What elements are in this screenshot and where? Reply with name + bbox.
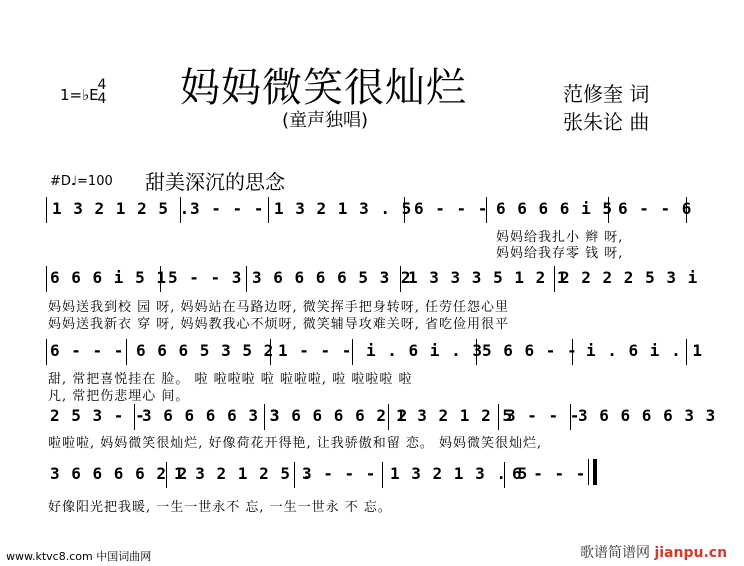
measure: 6 - - -	[414, 199, 489, 218]
watermark-logo	[580, 542, 727, 562]
measure: 1 - - -	[278, 341, 353, 360]
measure: 6 - - -	[50, 341, 125, 360]
score-line-2	[46, 266, 699, 288]
measure: 6 6 6 5 3 5 2	[136, 341, 275, 360]
measure: 3 - - -	[506, 406, 581, 425]
time-sig-top: 4	[97, 77, 107, 93]
score-line-3	[46, 339, 703, 361]
song-title: 妈妈微笑很灿烂	[180, 65, 467, 111]
composer-credit: 张朱论 曲	[563, 110, 650, 134]
measure: 6 - - 6	[618, 199, 693, 218]
measure: 2 5 3 - -	[50, 406, 146, 425]
measure: 3 6 6 6 6 5 3 2	[252, 268, 412, 287]
watermark-url: jianpu.cn	[654, 545, 728, 561]
measure: 3 6 6 6 6 2 2	[270, 406, 409, 425]
mood-marking: 甜美深沉的思念	[145, 170, 285, 194]
measure: i . 6 i . 3	[366, 341, 483, 360]
measure: 3 6 6 6 6 3 3	[142, 406, 281, 425]
measure: 1 3 2 1 2 5 .	[174, 464, 313, 483]
measure: 5 - - 3	[168, 268, 243, 287]
measure: 3 6 6 6 6 2 2	[50, 464, 189, 483]
score-line-5	[46, 462, 686, 484]
measure: 1 3 2 1 3 . 5	[390, 464, 529, 483]
footer-left-text: www.ktvc8.com 中国词曲网	[6, 550, 152, 563]
measure: 3 6 6 6 6 3 3	[578, 406, 717, 425]
lyricist-credit: 范修奎 词	[563, 82, 650, 106]
score-line-1	[46, 197, 693, 219]
measure: 3 - - -	[190, 199, 265, 218]
key-signature: 1=♭E	[60, 86, 99, 104]
lyrics-3a: 甜, 常把喜悦挂在 脸。 啦 啦啦啦 啦 啦啦啦, 啦 啦啦啦 啦	[48, 372, 413, 387]
tempo-marking: #D♩=100	[50, 174, 113, 189]
lyrics-4: 啦啦啦, 妈妈微笑很灿烂, 好像荷花开得艳, 让我骄傲和留 恋。 妈妈微笑很灿烂,	[48, 436, 543, 451]
lyrics-1b: 妈妈给我存零 钱 呀,	[496, 246, 624, 261]
lyrics-5: 好像阳光把我暖, 一生一世永不 忘, 一生一世永 不 忘。	[48, 500, 392, 515]
time-signature	[95, 78, 109, 106]
final-barline-thin	[588, 459, 589, 485]
watermark-cn: 歌谱简谱网	[580, 545, 650, 561]
lyrics-2a: 妈妈送我到校 园 呀, 妈妈站在马路边呀, 微笑挥手把身转呀, 任劳任怨心里	[48, 300, 510, 315]
measure: 2 2 2 2 5 3 i	[560, 268, 699, 287]
measure: 6 - - -	[512, 464, 587, 483]
score-line-4	[46, 404, 717, 426]
time-sig-bottom: 4	[97, 91, 107, 107]
measure: 1 3 3 3 5 1 2 1	[408, 268, 568, 287]
final-barline-thick	[593, 459, 597, 485]
measure: 1 3 2 1 3 . 5	[274, 199, 413, 218]
lyrics-3b: 凡, 常把伤悲埋心 间。	[48, 389, 190, 404]
measure: 6 6 6 i 5 1	[50, 268, 167, 287]
measure: 1 3 2 1 2 5	[396, 406, 513, 425]
measure: 5 6 6 - -	[482, 341, 578, 360]
measure: 1 3 2 1 2 5 .	[52, 199, 191, 218]
lyrics-1a: 妈妈给我扎小 辫 呀,	[496, 230, 624, 245]
song-subtitle: (童声独唱)	[282, 110, 369, 131]
measure: 6 6 6 6 i 5	[496, 199, 613, 218]
lyrics-2b: 妈妈送我新衣 穿 呀, 妈妈教我心不烦呀, 微笑辅导攻难关呀, 省吃俭用很平	[48, 317, 510, 332]
measure: 3 - - -	[302, 464, 377, 483]
measure: i . 6 i . 1	[586, 341, 703, 360]
